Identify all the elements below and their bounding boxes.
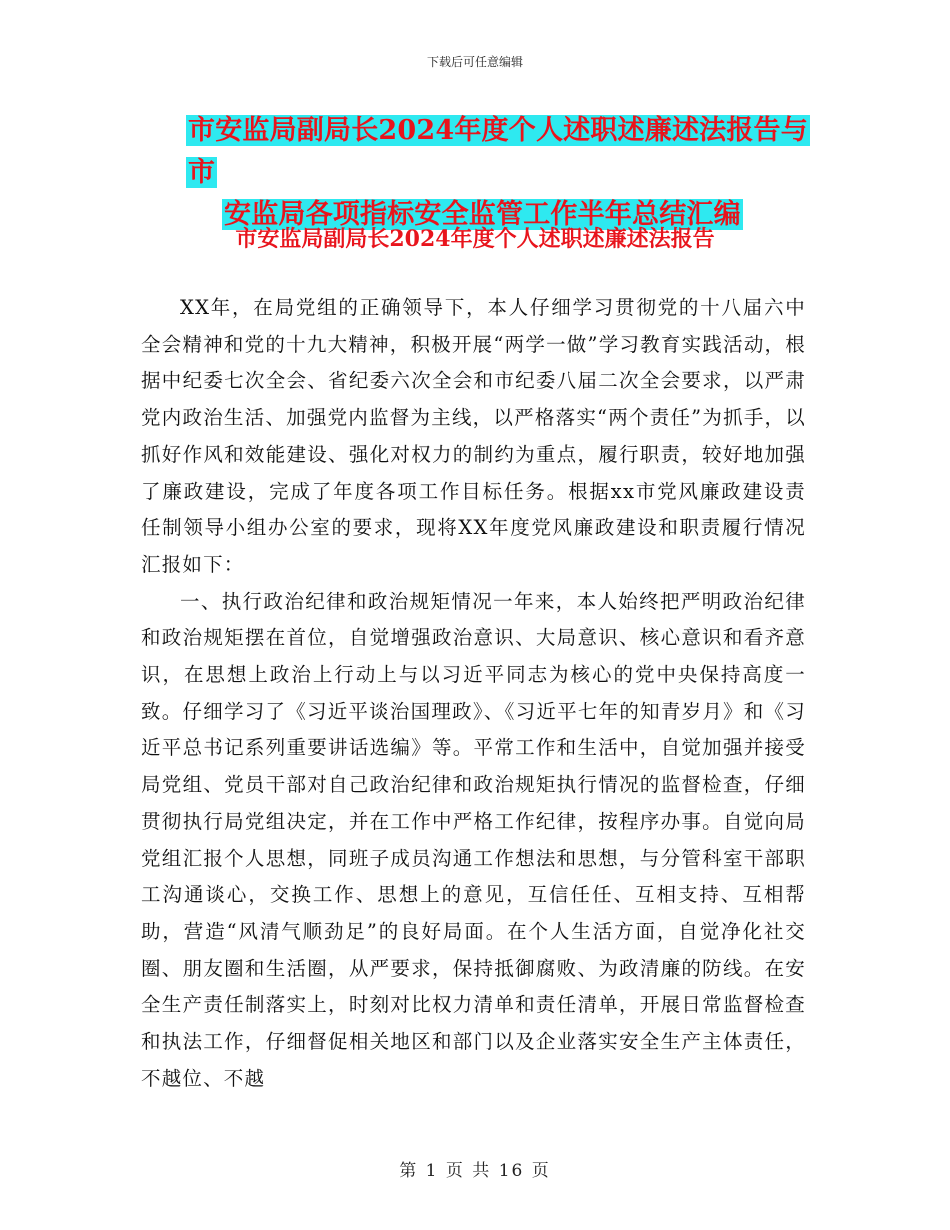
paragraph-2: 一、执行政治纪律和政治规矩情况一年来，本人始终把严明政治纪律和政治规矩摆在首位，自觉增强政治意识、大局意识、核心意识和看齐意识，在思想上政治上行动上与以习近平同志为核心的党中央保持高度一致。仔细学习了《习近平谈治国理政》、《习近平七年的知青岁月》和《习近平总书记系列重要讲话选编》等。平常工作和生活中，自觉加强并接受局党组、党员干部对自己政治纪律和政治规矩执行情况的监督检查，仔细贯彻执行局党组决定，并在工作中严格工作纪律，按程序办事。自觉向局党组汇报个人思想，同班子成员沟通工作想法和思想，与分管科室干部职工沟通谈心，交换工作、思想上的意见，互信任任、互相支持、互相帮助，营造“风清气顺劲足”的良好局面。在个人生活方面，自觉净化社交圈、朋友圈和生活圈，从严要求，保持抵御腐败、为政清廉的防线。在安全生产责任制落实上，时刻对比权力清单和责任清单，开展日常监督检查和执法工作，仔细督促相关地区和部门以及企业落实安全生产主体责任，不越位、不越 [141, 589, 806, 1090]
document-body [141, 290, 806, 1097]
document-title [140, 110, 820, 236]
page-number: 第 1 页 共 16 页 [399, 1161, 551, 1181]
title-line-2: 安监局各项指标安全监管工作半年总结汇编 [224, 199, 741, 230]
title-line-1: 市安监局副局长2024年度个人述职述廉述法报告与市 [188, 115, 808, 188]
paragraph-1: XX年，在局党组的正确领导下，本人仔细学习贯彻党的十八届六中全会精神和党的十九大精神，积极开展“两学一做”学习教育实践活动，根据中纪委七次全会、省纪委六次全会和市纪委八届二次全会要求，以严肃党内政治生活、加强党内监督为主线，以严格落实“两个责任”为抓手，以抓好作风和效能建设、强化对权力的制约为重点，履行职责，较好地加强了廉政建设，完成了年度各项工作目标任务。根据xx市党风廉政建设责任制领导小组办公室的要求，现将XX年度党风廉政建设和职责履行情况汇报如下： [141, 296, 806, 576]
section-title: 市安监局副局长2024年度个人述职述廉述法报告 [235, 226, 715, 252]
page-header-note: 下载后可任意编辑 [426, 55, 523, 69]
